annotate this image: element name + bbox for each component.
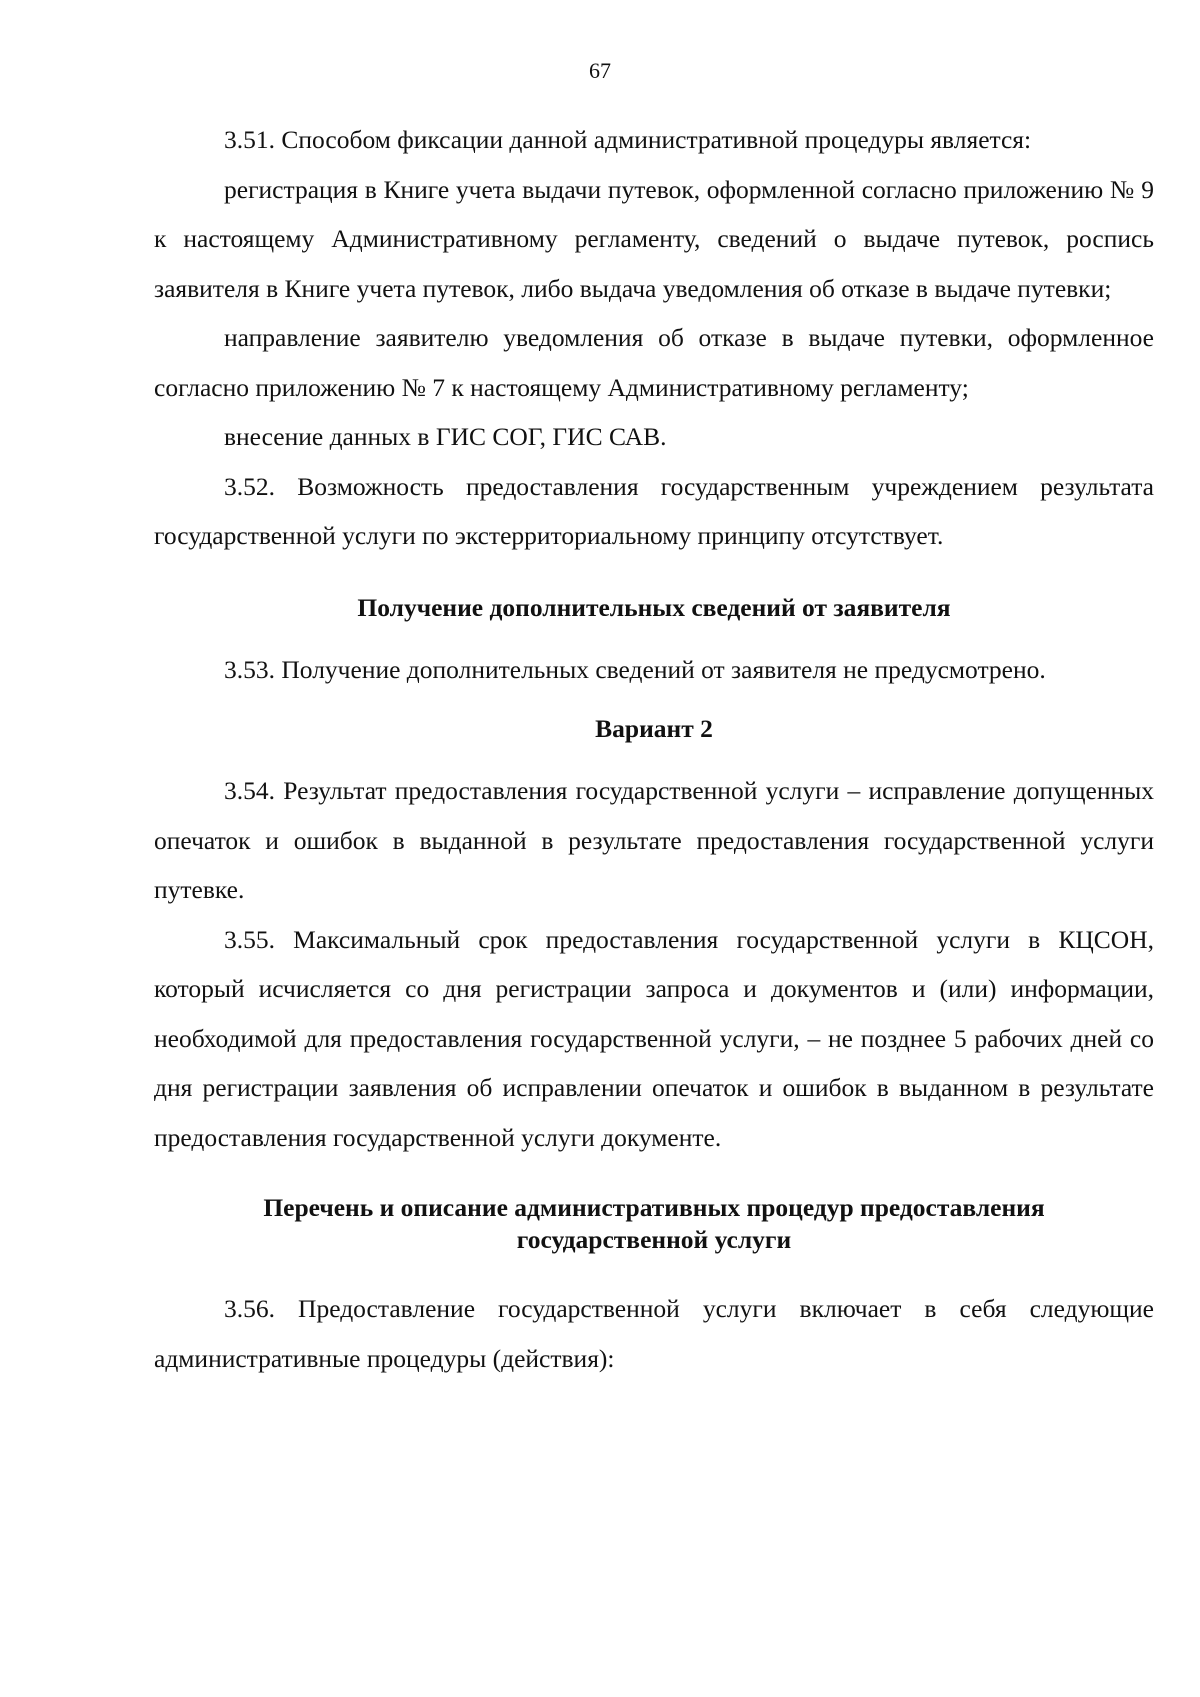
section-heading-additional-info: Получение дополнительных сведений от заявителя — [357, 592, 951, 622]
paragraph-3-53: 3.53. Получение дополнительных сведений от заявителя не предусмотрено. — [224, 654, 1046, 684]
paragraph-notification: направление заявителю уведомления об отказе в выдаче путевки, оформленное согласно приложению № 7 к настоящему Административному регламенту; — [154, 323, 1154, 402]
paragraph-3-55: 3.55. Максимальный срок предоставления государственной услуги в КЦСОН, который исчисляется со дня регистрации запроса и документов и (или) информации, необходимой для предоставления государственной услуги, – не позднее 5 рабочих дней со дня регистрации заявления об исправлении опечаток и ошибок в выданном в результате предоставления государственной услуги документе. — [154, 924, 1154, 1152]
page-number: 67 — [589, 58, 611, 83]
section-heading-procedures — [154, 1192, 1154, 1256]
section-heading-procedures-line-2: государственной услуги — [516, 1225, 792, 1254]
paragraph-3-56: 3.56. Предоставление государственной услуги включает в себя следующие административные процедуры (действия): — [154, 1294, 1154, 1373]
paragraph-3-54: 3.54. Результат предоставления государственной услуги – исправление допущенных опечаток и ошибок в выданной в результате предоставления государственной услуги путевке. — [154, 776, 1154, 904]
document-body — [154, 115, 1154, 1383]
section-heading-procedures-line-1: Перечень и описание административных процедур предоставления — [263, 1193, 1045, 1222]
paragraph-registration: регистрация в Книге учета выдачи путевок, оформленной согласно приложению № 9 к настоящему Административному регламенту, сведений о выдаче путевок, роспись заявителя в Книге учета путевок, либо выдача уведомления об отказе в выдаче путевки; — [154, 174, 1154, 303]
paragraph-3-52: 3.52. Возможность предоставления государственным учреждением результата государственной услуги по экстерриториальному принципу отсутствует. — [154, 471, 1154, 550]
paragraph-gis-data: внесение данных в ГИС СОГ, ГИС САВ. — [224, 422, 667, 451]
paragraph-3-51: 3.51. Способом фиксации данной административной процедуры является: — [224, 125, 1032, 154]
section-heading-variant-2: Вариант 2 — [595, 714, 713, 743]
